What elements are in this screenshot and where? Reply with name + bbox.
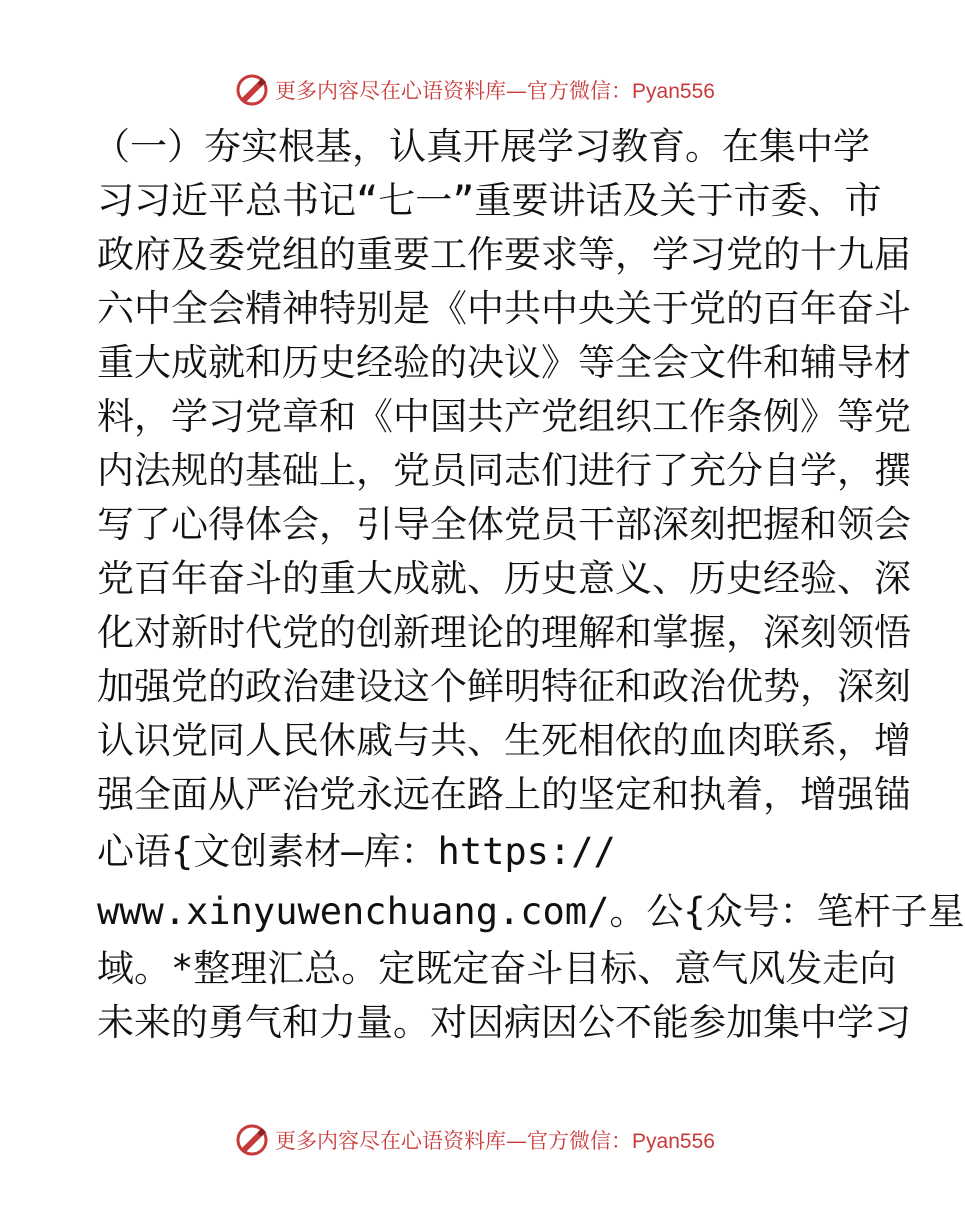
text-line: 未来的勇气和力量。对因病因公不能参加集中学习 [97,1001,911,1044]
text-line: 强全面从严治党永远在路上的坚定和执着，增强锚 [97,773,911,816]
watermark-text: 更多内容尽在心语资料库—官方微信：Pyan556 [275,79,715,103]
text-line: 重大成就和历史经验的决议》等全会文件和辅导材 [97,341,911,384]
watermark-text: 更多内容尽在心语资料库—官方微信：Pyan556 [275,1129,715,1153]
text-line: 党百年奋斗的重大成就、历史意义、历史经验、深 [97,557,911,600]
pen-logo-icon [235,1123,269,1157]
text-line: 心语{文创素材—库：https:// [97,830,616,873]
text-line: 六中全会精神特别是《中共中央关于党的百年奋斗 [97,287,911,330]
text-line: 域。*整理汇总。定既定奋斗目标、意气风发走向 [97,947,897,990]
text-line: 政府及委党组的重要工作要求等，学习党的十九届 [97,233,911,276]
header-watermark [0,70,950,110]
text-line: 料，学习党章和《中国共产党组织工作条例》等党 [97,395,911,438]
text-line: 写了心得体会，引导全体党员干部深刻把握和领会 [97,503,911,546]
text-line: （一）夯实根基，认真开展学习教育。在集中学 [93,125,870,168]
text-line: 加强党的政治建设这个鲜明特征和政治优势，深刻 [97,665,911,708]
text-line: 内法规的基础上，党员同志们进行了充分自学，撰 [97,449,911,492]
text-line: www.xinyuwenchuang.com/。公{众号：笔杆子星 [97,890,965,933]
text-line: 习习近平总书记“七一”重要讲话及关于市委、市 [97,179,882,222]
text-line: 认识党同人民休戚与共、生死相依的血肉联系，增 [97,719,911,762]
document-body [93,120,965,1050]
pen-logo-icon [235,73,269,107]
text-line: 化对新时代党的创新理论的理解和掌握，深刻领悟 [97,611,911,654]
footer-watermark [0,1120,950,1160]
